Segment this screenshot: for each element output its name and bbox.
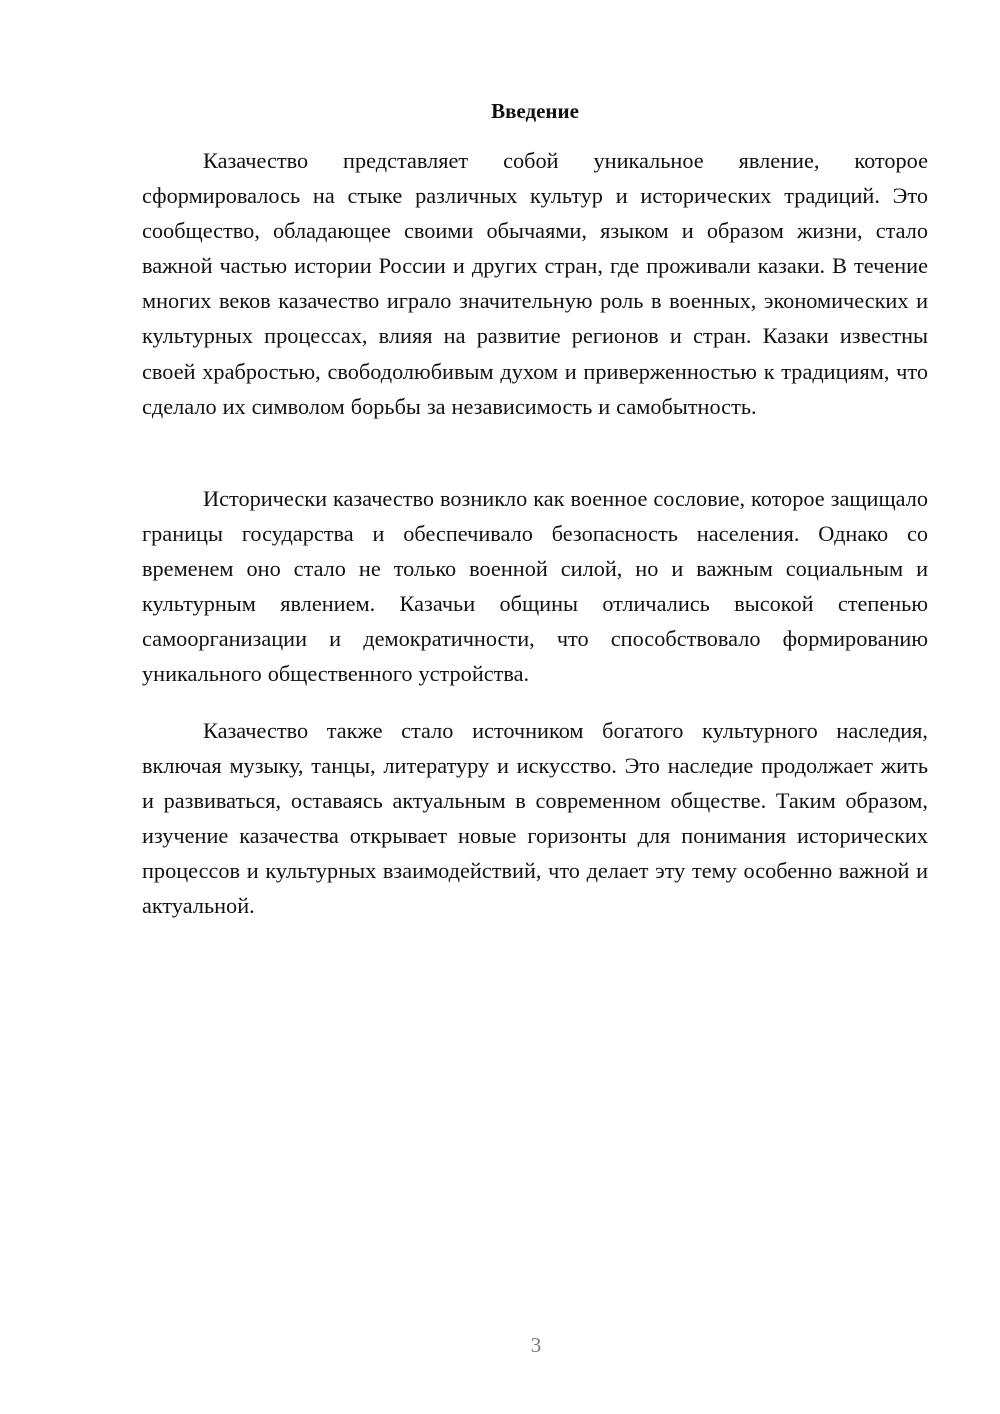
page-number: 3 [530, 1333, 542, 1357]
paragraph-2: Исторически казачество возникло как военное сословие, которое защищало границы государства и обеспечивало безопасность населения. Однако со временем оно стало не только военной силой, но и важным социальным и культурным явлением. Казачьи общины отличались высокой степенью самоорганизации и демократичности, что способствовало формированию уникального общественного устройства. [142, 486, 928, 687]
paragraph-3: Казачество также стало источником богатого культурного наследия, включая музыку, танцы, литературу и искусство. Это наследие продолжает жить и развиваться, оставаясь актуальным в современном обществе. Таким образом, изучение казачества открывает новые горизонты для понимания исторических процессов и культурных взаимодействий, что делает эту тему особенно важной и актуальной. [142, 718, 928, 919]
page-title: Введение [491, 99, 579, 123]
paragraph-1: Казачество представляет собой уникальное явление, которое сформировалось на стыке различных культур и исторических традиций. Это сообщество, обладающее своими обычаями, языком и образом жизни, стало важной частью истории России и других стран, где проживали казаки. В течение многих веков казачество играло значительную роль в военных, экономических и культурных процессах, влияя на развитие регионов и стран. Казаки известны своей храбростью, свободолюбивым духом и приверженностью к традициям, что сделало их символом борьбы за независимость и самобытность. [142, 148, 928, 419]
